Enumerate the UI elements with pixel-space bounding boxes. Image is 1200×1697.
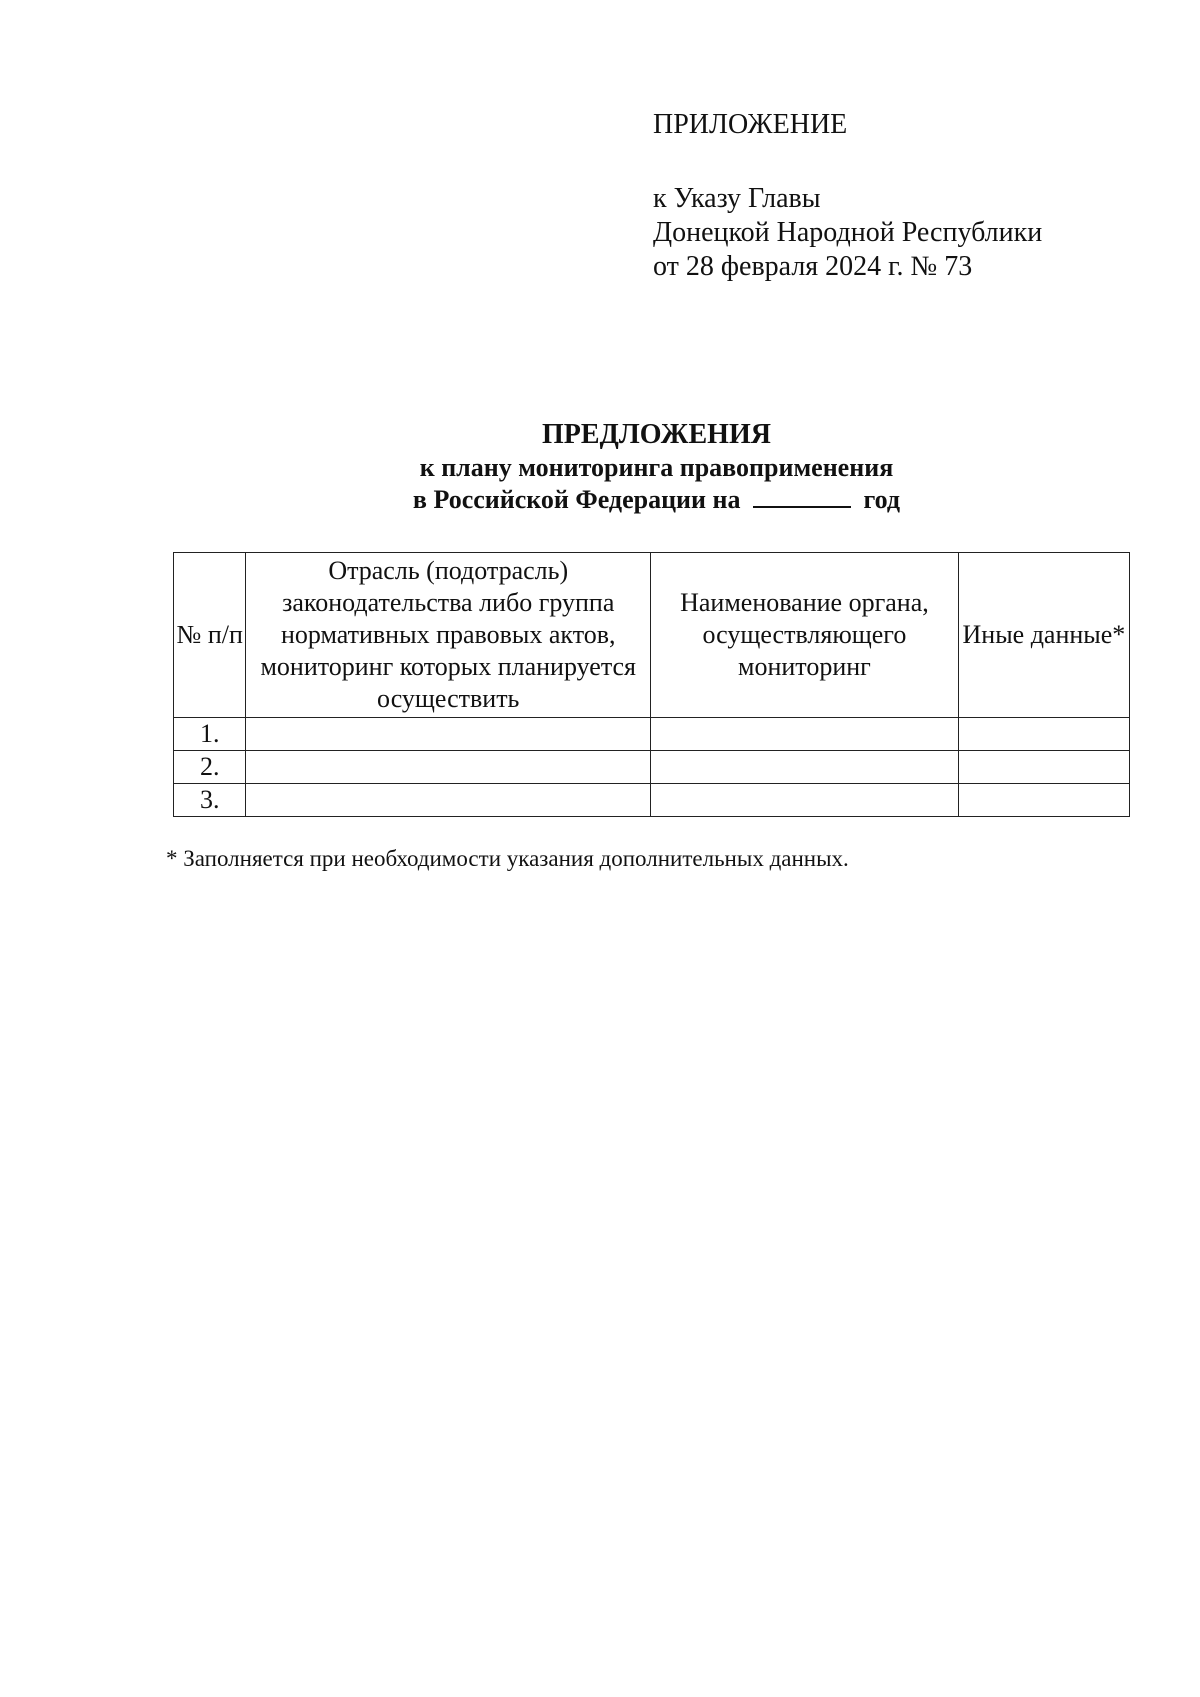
cell-other <box>958 718 1129 751</box>
year-blank-field <box>753 484 851 508</box>
subtitle-text-year: год <box>863 485 901 514</box>
cell-branch <box>246 718 651 751</box>
cell-other <box>958 751 1129 784</box>
cell-number: 3. <box>174 784 246 817</box>
table-row <box>174 718 1130 751</box>
cell-branch <box>246 751 651 784</box>
appendix-line: к Указу Главы <box>653 183 821 214</box>
cell-branch <box>246 784 651 817</box>
subtitle-text: в Российской Федерации на <box>412 485 741 514</box>
header-branch: Отрасль (подотрасль) законодательства либо группа нормативных правовых актов, мониторинг которых планируется осуществить <box>246 553 651 718</box>
document-heading <box>0 418 1200 516</box>
cell-other <box>958 784 1129 817</box>
cell-organ <box>651 784 959 817</box>
cell-number: 1. <box>174 718 246 751</box>
footnote: * Заполняется при необходимости указания дополнительных данных. <box>166 846 849 871</box>
header-organ: Наименование органа, осуществляющего мониторинг <box>651 553 959 718</box>
document-title: ПРЕДЛОЖЕНИЯ <box>542 419 771 450</box>
table-row <box>174 784 1130 817</box>
cell-organ <box>651 718 959 751</box>
plan-table <box>173 552 1130 817</box>
header-number: № п/п <box>174 553 246 718</box>
table-row <box>174 751 1130 784</box>
cell-number: 2. <box>174 751 246 784</box>
table-header-row <box>174 553 1130 718</box>
appendix-line: Донецкой Народной Республики <box>653 217 1043 248</box>
cell-organ <box>651 751 959 784</box>
appendix-line: от 28 февраля 2024 г. № 73 <box>653 251 973 282</box>
document-subtitle-year <box>0 484 1200 516</box>
document-subtitle: к плану мониторинга правоприменения <box>419 453 894 482</box>
appendix-title: ПРИЛОЖЕНИЕ <box>653 109 848 140</box>
header-other-data: Иные данные* <box>958 553 1129 718</box>
appendix-block <box>653 108 1042 284</box>
